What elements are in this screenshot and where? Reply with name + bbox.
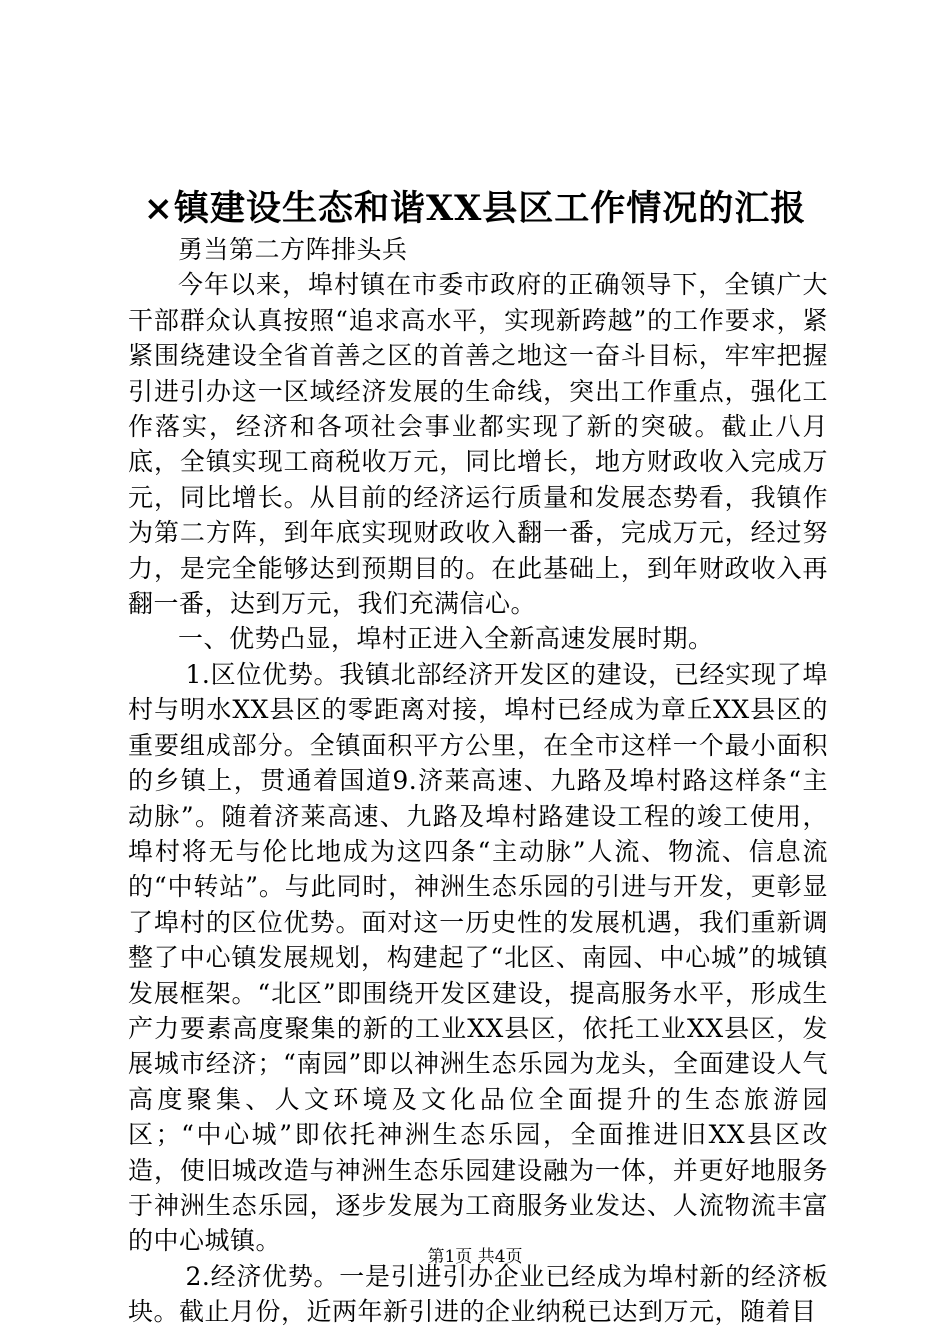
intro-paragraph: 今年以来，埠村镇在市委市政府的正确领导下，全镇广大干部群众认真按照“追求高水平，实现新跨越”的工作要求，紧紧围绕建设全省首善之区的首善之地这一奋斗目标，牢牢把握引进引办这一区域经济发展的生命线，突出工作重点，强化工作落实，经济和各项社会事业都实现了新的突破。截止八月底，全镇实现工商税收万元，同比增长，地方财政收入完成万元，同比增长。从目前的经济运行质量和发展态势看，我镇作为第二方阵，到年底实现财政收入翻一番，完成万元，经过努力，是完全能够达到预期目的。在此基础上，到年财政收入再翻一番，达到万元，我们充满信心。 bbox=[128, 270, 828, 619]
page-footer: 第1页 共4页 bbox=[427, 1247, 523, 1267]
document-title: ×镇建设生态和谐XX县区工作情况的汇报 bbox=[143, 188, 807, 229]
location-advantage-paragraph: 1.区位优势。我镇北部经济开发区的建设，已经实现了埠村与明水XX县区的零距离对接，埠村已经成为章丘XX县区的重要组成部分。全镇面积平方公里，在全市这样一个最小面积的乡镇上，贯通着国道9.济莱高速、九路及埠村路这样条“主动脉”。随着济莱高速、九路及埠村路建设工程的竣工使用，埠村将无与伦比地成为这四条“主动脉”人流、物流、信息流的“中转站”。与此同时，神洲生态乐园的引进与开发，更彰显了埠村的区位优势。面对这一历史性的发展机遇，我们重新调整了中心镇发展规划，构建起了“北区、南园、中心城”的城镇发展框架。“北区”即围绕开发区建设，提高服务水平，形成生产力要素高度聚集的新的工业XX县区，依托工业XX县区，发展城市经济；“南园”即以神洲生态乐园为龙头，全面建设人气高度聚集、人文环境及文化品位全面提升的生态旅游园区；“中心城”即依托神洲生态乐园，全面推进旧XX县区改造，使旧城改造与神洲生态乐园建设融为一体，并更好地服务于神洲生态乐园，逐步发展为工商服务业发达、人流物流丰富的中心城镇。 bbox=[128, 659, 828, 1256]
subtitle-paragraph: 勇当第二方阵排头兵 bbox=[178, 235, 408, 264]
document-body bbox=[128, 232, 828, 1330]
economic-advantage-paragraph: 2.经济优势。一是引进引办企业已经成为埠村新的经济板块。截止月份，近两年新引进的企业纳税已达到万元，随着目 bbox=[128, 1261, 828, 1327]
section-heading: 一、优势凸显，埠村正进入全新高速发展时期。 bbox=[178, 624, 714, 654]
